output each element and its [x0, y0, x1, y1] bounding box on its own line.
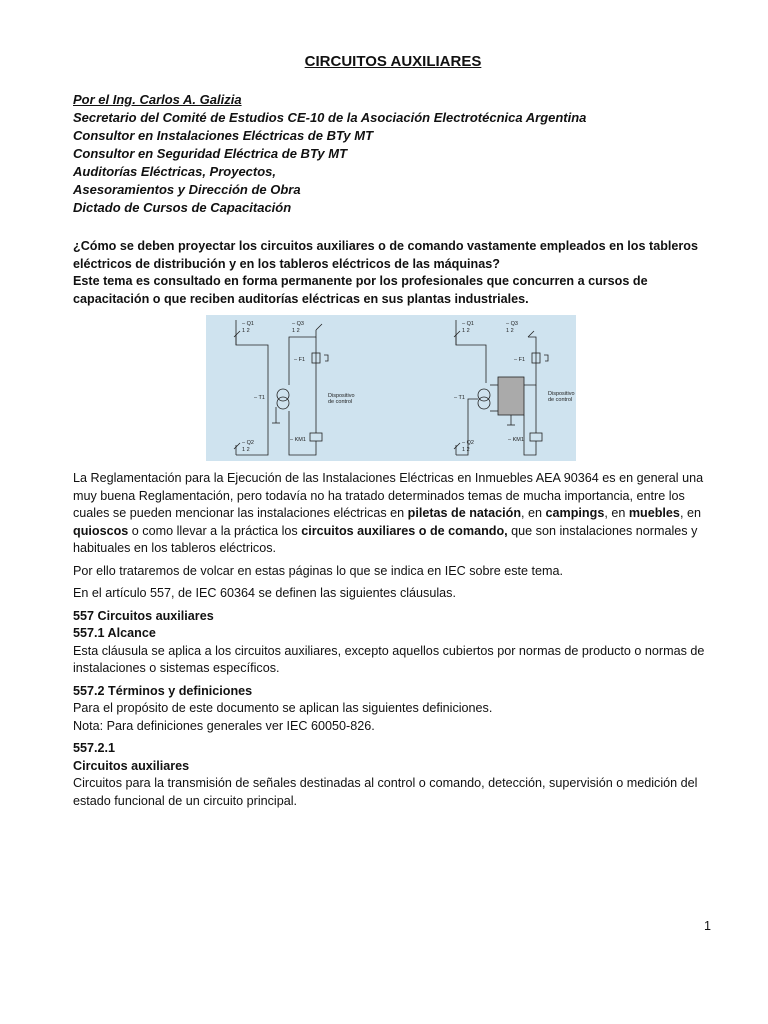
wire [524, 337, 536, 385]
author-role: Consultor en Seguridad Eléctrica de BTy MT [73, 146, 348, 161]
label-q3: – Q3 [292, 321, 304, 327]
circuit-diagram [206, 315, 576, 461]
bold-run: circuitos auxiliares o de comando, [301, 523, 508, 538]
label-f1: – F1 [294, 357, 306, 363]
section-heading: 557.2.1 [73, 741, 116, 755]
breaker-q2-contact-icon [234, 443, 240, 449]
author-role: Dictado de Cursos de Capacitación [73, 200, 292, 215]
transformer-secondary-icon [277, 397, 289, 409]
contactor-km1-coil-icon [530, 433, 542, 441]
label-t1: – T1 [454, 395, 465, 401]
fuse-mark-icon [324, 355, 328, 361]
bold-run: campings [545, 506, 605, 520]
bold-run: muebles [628, 506, 680, 520]
section-557-2 [73, 683, 713, 736]
section-text: Circuitos para la transmisión de señales destinadas al control o comando, detección, supervisión o medición del estado funcional de un circuito principal. [73, 776, 698, 808]
insulation-monitor-device-icon [498, 377, 524, 415]
right-circuit [454, 320, 548, 455]
author-block [73, 91, 586, 217]
circuit-diagram-figure [206, 315, 576, 461]
transformer-secondary-icon [478, 397, 490, 409]
label-q2: – Q2 [242, 440, 254, 446]
text-run: o como llevar a la práctica los [128, 523, 302, 538]
label-q3: – Q3 [506, 321, 518, 327]
page-number: 1 [704, 919, 712, 933]
breaker-q1-contact-icon [454, 331, 460, 337]
label-t1: – T1 [254, 395, 265, 401]
label-q2-terminals: 1 2 [462, 447, 470, 453]
section-557 [73, 608, 713, 678]
section-557-2-1 [73, 740, 713, 810]
author-name: Por el Ing. Carlos A. Galizia [73, 92, 242, 107]
label-device-line1: Dispositivo [328, 393, 355, 399]
intro-section [73, 238, 713, 308]
intro-note: Este tema es consultado en forma permanente por los profesionales que concurren a cursos de capacitación o que reciben auditorías eléctricas en sus plantas industriales. [73, 274, 648, 306]
author-role: Consultor en Instalaciones Eléctricas de BTy MT [73, 128, 374, 143]
bold-run: quioscos [73, 523, 129, 538]
author-role: Auditorías Eléctricas, Proyectos, [73, 164, 277, 179]
breaker-q2-contact-icon [454, 443, 460, 449]
label-device-line2: de control [548, 397, 573, 403]
document-title: CIRCUITOS AUXILIARES [304, 53, 482, 70]
section-heading: 557.1 Alcance [73, 626, 156, 640]
label-device-line1: Dispositivo [548, 391, 575, 397]
wire [236, 320, 268, 383]
fuse-mark-icon [544, 355, 548, 361]
section-heading: 557.2 Términos y definiciones [73, 683, 253, 698]
text-run: que son instalaciones normales y habituales en los tableros eléctricos. [73, 523, 698, 555]
intro-question: ¿Cómo se deben proyectar los circuitos auxiliares o de comando vastamente empleados en los tableros eléctricos de distribución y en los tableros eléctricos de las máquinas? [73, 239, 698, 271]
contactor-km1-coil-icon [310, 433, 322, 441]
text-run: , en [521, 506, 546, 520]
text-run: La Reglamentación para la Ejecución de las Instalaciones Eléctricas en Inmuebles AEA 90364 es en general una muy buena Reglamentación, pero todavía no ha tratado determinados temas de mucha importancia, entre los cuales se pueden mencionar las instalaciones eléctricas en [73, 471, 704, 520]
label-f1: – F1 [514, 357, 526, 363]
section-note: Nota: Para definiciones generales ver IEC 60050-826. [73, 718, 375, 733]
label-q2-terminals: 1 2 [242, 447, 250, 453]
bold-run: piletas de natación [407, 506, 522, 520]
label-km1: – KM1 [508, 437, 524, 443]
left-circuit [234, 320, 328, 455]
label-km1: – KM1 [290, 437, 306, 443]
label-q1: – Q1 [242, 321, 254, 327]
text-run: , en [679, 506, 701, 520]
section-text: Esta cláusula se aplica a los circuitos auxiliares, excepto aquellos cubiertos por normas de producto o normas de instalaciones o sistemas específicos. [73, 643, 705, 675]
paragraph: En el artículo 557, de IEC 60364 se definen las siguientes cláusulas. [73, 586, 456, 600]
body-text [73, 470, 713, 815]
paragraph: Por ello trataremos de volcar en estas páginas lo que se indica en IEC sobre este tema. [73, 563, 564, 578]
author-role: Asesoramientos y Dirección de Obra [73, 182, 301, 197]
section-text: Para el propósito de este documento se aplican las siguientes definiciones. [73, 701, 493, 715]
label-q3-terminals: 1 2 [292, 328, 300, 334]
breaker-q1-contact-icon [234, 331, 240, 337]
text-run: , en [604, 506, 629, 520]
breaker-q3-contact-icon [528, 331, 534, 337]
label-q2: – Q2 [462, 440, 474, 446]
label-q3-terminals: 1 2 [506, 328, 514, 334]
wire [456, 320, 486, 383]
section-heading: 557 Circuitos auxiliares [73, 608, 214, 623]
label-q1: – Q1 [462, 321, 474, 327]
label-q1-terminals: 1 2 [462, 328, 470, 334]
breaker-q3-contact-icon [316, 324, 322, 330]
paragraph [73, 470, 713, 558]
label-q1-terminals: 1 2 [242, 328, 250, 334]
label-device-line2: de control [328, 399, 353, 405]
author-role: Secretario del Comité de Estudios CE-10 de la Asociación Electrotécnica Argentina [73, 110, 587, 125]
section-subheading: Circuitos auxiliares [73, 758, 190, 773]
